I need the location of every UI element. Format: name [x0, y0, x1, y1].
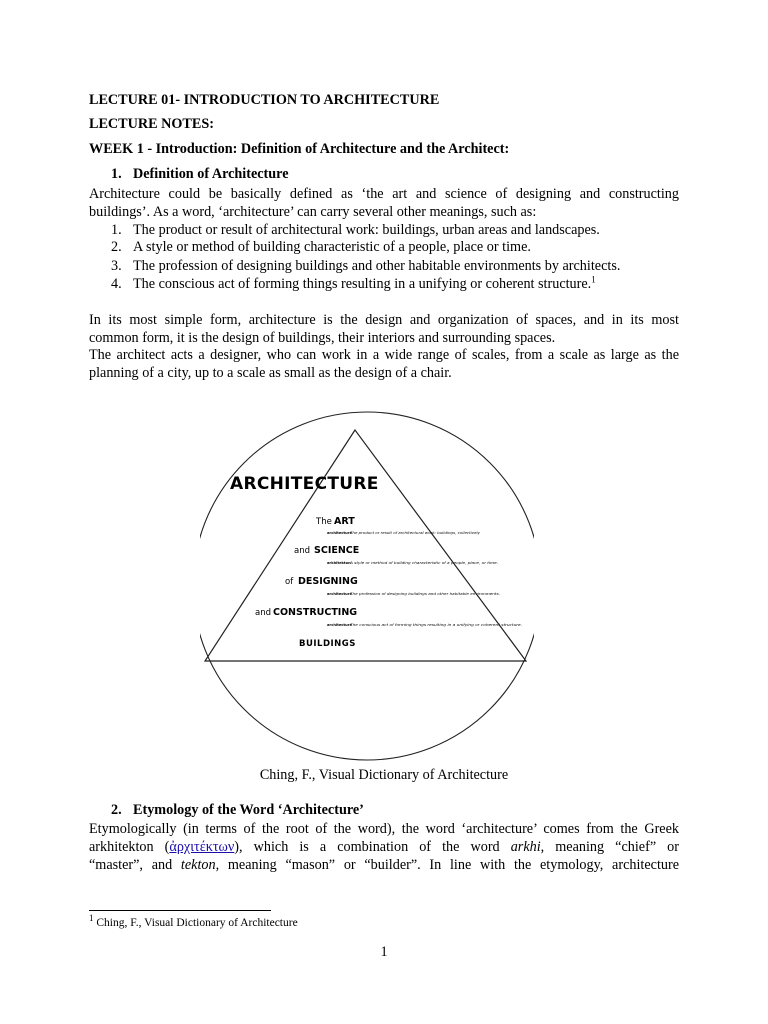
paragraph-line: The architect acts a designer, who can work in a wide range of scales, from a scale as large as the — [89, 347, 679, 363]
list-number: 1. — [111, 222, 122, 238]
week-title: WEEK 1 - Introduction: Definition of Architecture and the Architect: — [89, 141, 510, 157]
lecture-title: LECTURE 01- INTRODUCTION TO ARCHITECTURE — [89, 92, 440, 108]
list-text: The product or result of architectural work: buildings, urban areas and landscapes. — [133, 222, 600, 238]
footnote-divider — [89, 910, 271, 911]
list-number: 2. — [111, 239, 122, 255]
section2-number: 2. — [111, 802, 122, 818]
svg-text:of: of — [285, 577, 294, 587]
diagram-bottom-label: BUILDINGS — [299, 639, 356, 649]
svg-text:The: The — [316, 517, 332, 527]
section1-intro-line2: buildings’. As a word, ‘architecture’ can carry several other meanings, such as: — [89, 204, 537, 220]
diagram-circle — [200, 412, 534, 760]
svg-text:DESIGNING: DESIGNING — [298, 576, 358, 587]
list-number: 4. — [111, 276, 122, 292]
svg-text:architecture: architecture — [327, 531, 352, 535]
paragraph-line: common form, it is the design of buildings, their interiors and surrounding spaces. — [89, 330, 556, 346]
footnote-ref[interactable]: 1 — [591, 274, 596, 285]
paragraph-line: Etymologically (in terms of the root of the word), the word ‘architecture’ comes from the Greek — [89, 821, 679, 837]
footnote — [89, 913, 298, 929]
paragraph-line: arkhitekton (ἀρχιτέκτων), which is a combination of the word arkhi, meaning “chief” or — [89, 839, 679, 855]
architecture-diagram — [200, 408, 534, 764]
svg-text:The conscious act of forming t: The conscious act of forming things resulting in a unifying or coherent structure. — [350, 623, 522, 627]
svg-text:The product or result of archi: The product or result of architectural work: buildings, collectively — [350, 531, 481, 535]
svg-text:and: and — [294, 546, 310, 556]
svg-text:and: and — [255, 608, 271, 618]
diagram-row-designing — [285, 576, 500, 596]
lecture-notes-label: LECTURE NOTES: — [89, 116, 214, 132]
figure-caption: Ching, F., Visual Dictionary of Architecture — [259, 767, 509, 783]
svg-text:The profession of designing bu: The profession of designing buildings and other habitable environments. — [350, 592, 500, 596]
section1-intro-line1: Architecture could be basically defined as ‘the art and science of designing and constructing — [89, 186, 679, 202]
svg-text:A style or method of building: A style or method of building characteristic of a people, place, or time. — [348, 561, 498, 565]
list-text: The profession of designing buildings and other habitable environments by architects. — [133, 258, 621, 274]
svg-text:arkhitekton: arkhitekton — [327, 561, 351, 565]
diagram-title: ARCHITECTURE — [230, 474, 379, 494]
list-text: The conscious act of forming things resulting in a unifying or coherent structure.$^1$ — [133, 274, 596, 292]
footnote-mark: 1 — [89, 913, 94, 924]
svg-text:architecture: architecture — [327, 623, 352, 627]
svg-text:architecture: architecture — [327, 592, 352, 596]
list-number: 3. — [111, 258, 122, 274]
svg-text:ART: ART — [334, 516, 355, 527]
diagram-row-constructing — [255, 607, 522, 627]
greek-word-link[interactable]: ἀρχιτέκτων — [169, 839, 235, 855]
diagram-svg — [200, 408, 534, 764]
footnote-text: Ching, F., Visual Dictionary of Architecture — [93, 917, 298, 929]
svg-text:SCIENCE: SCIENCE — [314, 545, 360, 556]
paragraph-line: “master”, and tekton, meaning “mason” or “builder”. In line with the etymology, architecture — [89, 857, 679, 873]
paragraph-line: In its most simple form, architecture is the design and organization of spaces, and in its most — [89, 312, 679, 328]
section1-number: 1. — [111, 166, 122, 182]
svg-text:CONSTRUCTING: CONSTRUCTING — [273, 607, 358, 618]
section2-title: Etymology of the Word ‘Architecture’ — [133, 802, 364, 818]
diagram-row-art — [315, 516, 481, 535]
section1-title: Definition of Architecture — [133, 166, 289, 182]
paragraph-line: planning of a city, up to a scale as small as the design of a chair. — [89, 365, 452, 381]
page-number: 1 — [380, 944, 388, 960]
list-text: A style or method of building characteristic of a people, place or time. — [133, 239, 531, 255]
diagram-row-science — [294, 545, 498, 565]
